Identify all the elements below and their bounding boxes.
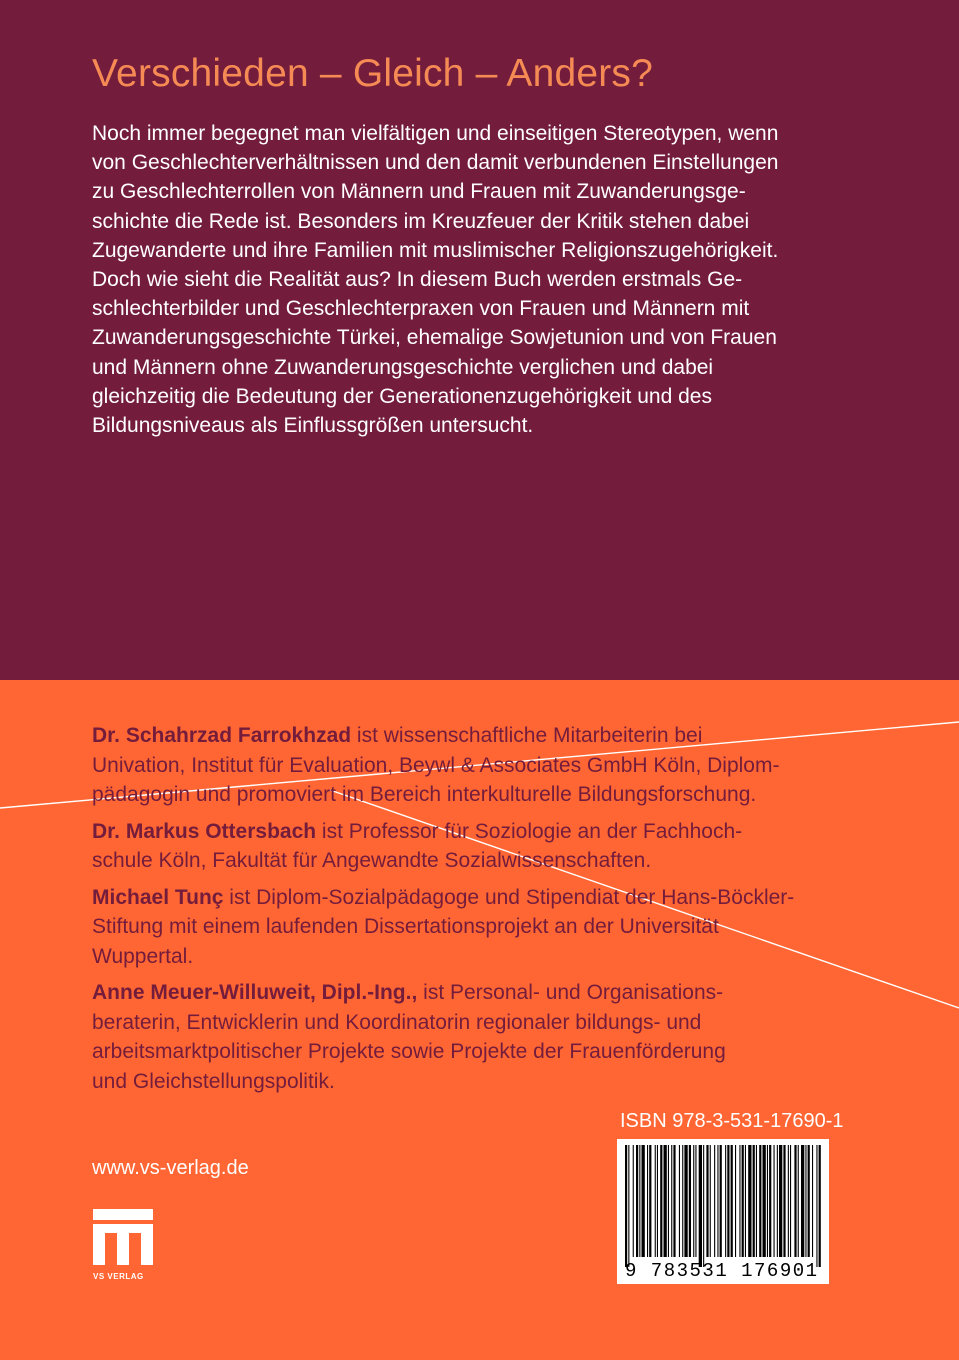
blurb-text	[92, 119, 852, 440]
barcode-bar	[649, 1145, 651, 1257]
barcode-bar	[794, 1145, 796, 1257]
author-name: Dr. Markus Ottersbach	[92, 819, 317, 843]
blurb-line: Bildungsniveaus als Einflussgrößen untersucht.	[92, 414, 534, 438]
blurb-line: und Männern ohne Zuwanderungsgeschichte verglichen und dabei	[92, 355, 714, 379]
barcode-bar	[647, 1145, 648, 1257]
publisher-logo	[93, 1209, 153, 1281]
barcode-bar	[693, 1145, 694, 1257]
publisher-url[interactable]: www.vs-verlag.de	[92, 1157, 249, 1179]
blurb-line: gleichzeitig die Bedeutung der Generationenzugehörigkeit und des	[92, 384, 712, 408]
barcode-bar	[759, 1145, 761, 1257]
barcode-bar	[679, 1145, 680, 1257]
barcode-bar	[769, 1145, 771, 1257]
barcode-bar	[628, 1145, 629, 1267]
barcode-bar	[714, 1145, 715, 1257]
bio-line: beraterin, Entwicklerin und Koordinatorin regionaler bildungs- und	[92, 1010, 702, 1034]
bio-line: und Gleichstellungspolitik.	[92, 1069, 335, 1093]
barcode-bar	[625, 1145, 627, 1267]
barcode-digits: 9 783531 176901	[625, 1260, 819, 1282]
barcode-bar	[710, 1145, 711, 1257]
barcode	[617, 1139, 829, 1284]
barcode-bar	[777, 1145, 778, 1257]
barcode-bar	[798, 1145, 799, 1257]
barcode-bar	[727, 1145, 729, 1257]
blurb-line: zu Geschlechterrollen von Männern und Frauen mit Zuwanderungsge-	[92, 180, 746, 204]
barcode-bar	[703, 1145, 704, 1267]
author-bio	[92, 817, 872, 876]
barcode-bar	[808, 1145, 810, 1257]
barcode-bar	[725, 1145, 726, 1257]
blurb-line: schichte die Rede ist. Besonders im Kreuzfeuer der Kritik stehen dabei	[92, 209, 750, 233]
blurb-line: von Geschlechterverhältnissen und den damit verbundenen Einstellungen	[92, 151, 779, 175]
barcode-bar	[763, 1145, 766, 1257]
bio-line	[92, 817, 872, 847]
barcode-bar	[801, 1145, 804, 1257]
barcode-bar	[671, 1145, 672, 1257]
barcode-bar	[745, 1145, 746, 1257]
barcode-bar	[819, 1145, 821, 1267]
barcode-bar	[767, 1145, 768, 1257]
bio-text: ist Personal- und Organisations-	[417, 981, 724, 1004]
barcode-bar	[739, 1145, 740, 1257]
vs-verlag-logo-icon	[93, 1209, 153, 1265]
book-title: Verschieden – Gleich – Anders?	[92, 52, 654, 95]
barcode-bar	[633, 1145, 634, 1257]
barcode-bar	[664, 1145, 667, 1257]
bio-text: ist wissenschaftliche Mitarbeiterin bei	[351, 724, 703, 747]
blurb-line: Zuwanderungsgeschichte Türkei, ehemalige Sowjetunion und von Frauen	[92, 326, 777, 350]
barcode-bar	[717, 1145, 718, 1257]
barcode-bar	[735, 1145, 736, 1257]
barcode-bar	[753, 1145, 755, 1257]
barcode-bar	[695, 1145, 696, 1257]
bio-text: ist Diplom-Sozialpädagoge und Stipendiat der Hans-Böckler-	[223, 885, 795, 909]
blurb-line: schlechterbilder und Geschlechterpraxen von Frauen und Männern mit	[92, 297, 750, 321]
barcode-bar	[812, 1145, 813, 1257]
blurb-line: Zugewanderte und ihre Familien mit muslimischer Religionszugehörigkeit.	[92, 238, 779, 262]
barcode-bar	[657, 1145, 658, 1257]
author-bio	[92, 978, 872, 1096]
bio-line: Univation, Institut für Evaluation, Beywl & Associates GmbH Köln, Diplom-	[92, 753, 780, 777]
barcode-bar	[673, 1145, 675, 1257]
isbn-label: ISBN 978-3-531-17690-1	[620, 1110, 844, 1132]
bio-line: Wuppertal.	[92, 944, 194, 968]
author-name: Anne Meuer-Willuweit, Dipl.-Ing.,	[92, 981, 418, 1004]
bio-line: Stiftung mit einem laufenden Dissertationsprojekt an der Universität	[92, 915, 719, 938]
barcode-bar	[790, 1145, 791, 1257]
barcode-bar	[720, 1145, 722, 1257]
bio-line	[92, 883, 872, 913]
author-bio	[92, 883, 872, 972]
bio-line: pädagogin und promoviert im Bereich interkulturelle Bildungsforschung.	[92, 783, 757, 806]
barcode-bar	[748, 1145, 751, 1257]
barcode-bar	[816, 1145, 817, 1267]
barcode-bar	[699, 1145, 702, 1267]
barcode-bar	[660, 1145, 662, 1257]
barcode-bar	[668, 1145, 669, 1257]
author-bios	[92, 721, 872, 1103]
barcode-bar	[774, 1145, 775, 1257]
barcode-bar	[655, 1145, 656, 1257]
author-name: Dr. Schahrzad Farrokhzad	[92, 724, 352, 747]
bio-line: schule Köln, Fakultät für Angewandte Sozialwissenschaften.	[92, 849, 652, 872]
barcode-bar	[783, 1145, 785, 1257]
blurb-line: Doch wie sieht die Realität aus? In diesem Buch werden erstmals Ge-	[92, 268, 743, 292]
author-name: Michael Tunç	[92, 885, 224, 909]
barcode-bar	[805, 1145, 806, 1257]
barcode-bar	[788, 1145, 789, 1257]
bio-line	[92, 721, 872, 751]
logo-text: VS VERLAG	[93, 1272, 144, 1281]
barcode-bar	[731, 1145, 733, 1257]
bio-line	[92, 978, 872, 1008]
barcode-bar	[689, 1145, 691, 1257]
blurb-line: Noch immer begegnet man vielfältigen und einseitigen Stereotypen, wenn	[92, 122, 779, 145]
bio-line: arbeitsmarktpolitischer Projekte sowie Projekte der Frauenförderung	[92, 1040, 726, 1063]
barcode-bar	[742, 1145, 744, 1257]
barcode-bar	[756, 1145, 757, 1257]
barcode-bar	[682, 1145, 683, 1257]
barcode-bar	[636, 1145, 638, 1257]
barcode-bar	[706, 1145, 708, 1257]
barcode-bar	[639, 1145, 640, 1257]
barcode-bar	[642, 1145, 645, 1257]
barcode-bar	[684, 1145, 687, 1257]
author-bio	[92, 721, 872, 810]
bio-text: ist Professor für Soziologie an der Fachhoch-	[316, 819, 743, 843]
barcode-bar	[779, 1145, 782, 1257]
